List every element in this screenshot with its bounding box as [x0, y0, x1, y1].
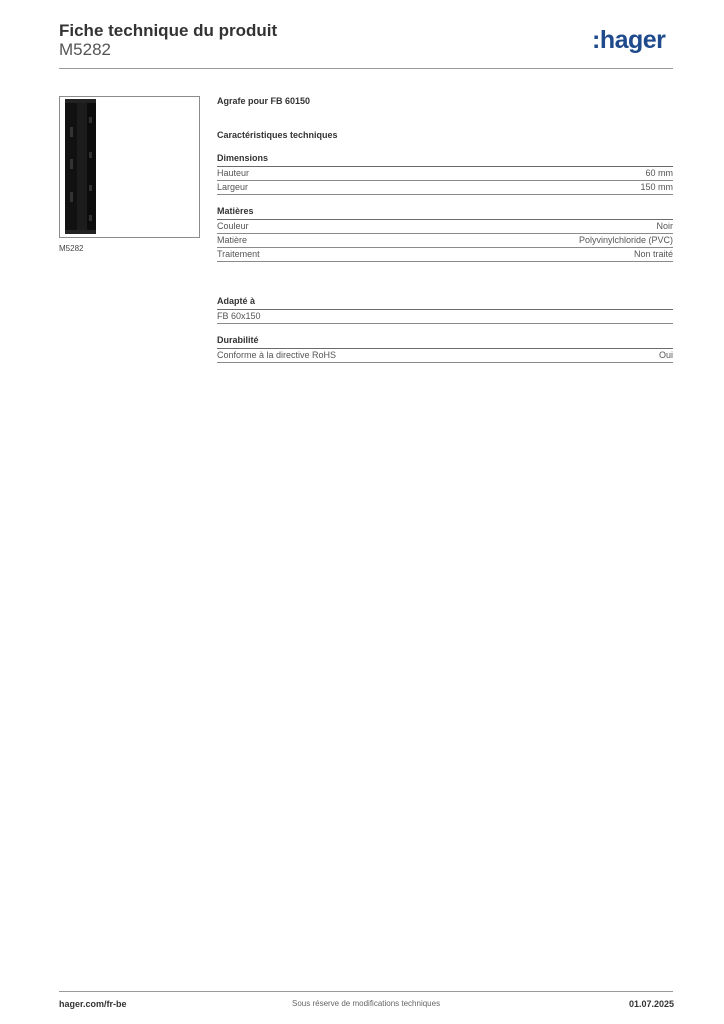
spec-row	[217, 234, 673, 248]
page-title: Fiche technique du produit	[59, 21, 278, 40]
tech-heading: Caractéristiques techniques	[217, 130, 338, 140]
spec-value: Oui	[658, 350, 673, 360]
spec-value: Noir	[656, 221, 673, 231]
spec-value: Polyvinylchloride (PVC)	[578, 235, 673, 245]
section-title-materials: Matières	[217, 206, 673, 220]
spec-row	[217, 220, 673, 234]
spec-row	[217, 349, 673, 363]
header-divider	[59, 68, 673, 69]
spec-label: Traitement	[217, 249, 260, 259]
product-reference: M5282	[59, 40, 111, 59]
product-image	[60, 97, 199, 237]
spec-label: Conforme à la directive RoHS	[217, 350, 337, 360]
footer-website: hager.com/fr-be	[59, 999, 127, 1009]
spec-value: 150 mm	[640, 182, 673, 192]
spec-label: Couleur	[217, 221, 249, 231]
footer-divider	[59, 991, 673, 992]
section-title-dimensions: Dimensions	[217, 153, 673, 167]
spec-value: Non traité	[633, 249, 673, 259]
footer-date: 01.07.2025	[629, 999, 675, 1009]
spec-row	[217, 167, 673, 181]
spec-label: FB 60x150	[217, 311, 261, 321]
product-name: Agrafe pour FB 60150	[217, 96, 311, 106]
spec-row	[217, 248, 673, 262]
hager-logo: :hager	[592, 26, 666, 54]
spec-label: Matière	[217, 235, 248, 245]
image-caption: M5282	[59, 244, 84, 253]
spec-content	[217, 96, 673, 363]
section-title-durability: Durabilité	[217, 335, 673, 349]
spec-row	[217, 310, 673, 324]
spec-value: 60 mm	[645, 168, 673, 178]
section-title-suited: Adapté à	[217, 296, 673, 310]
spec-row	[217, 181, 673, 195]
footer-notice: Sous réserve de modifications techniques	[292, 999, 441, 1008]
spec-label: Largeur	[217, 182, 249, 192]
product-image-frame	[59, 96, 200, 238]
spec-label: Hauteur	[217, 168, 250, 178]
